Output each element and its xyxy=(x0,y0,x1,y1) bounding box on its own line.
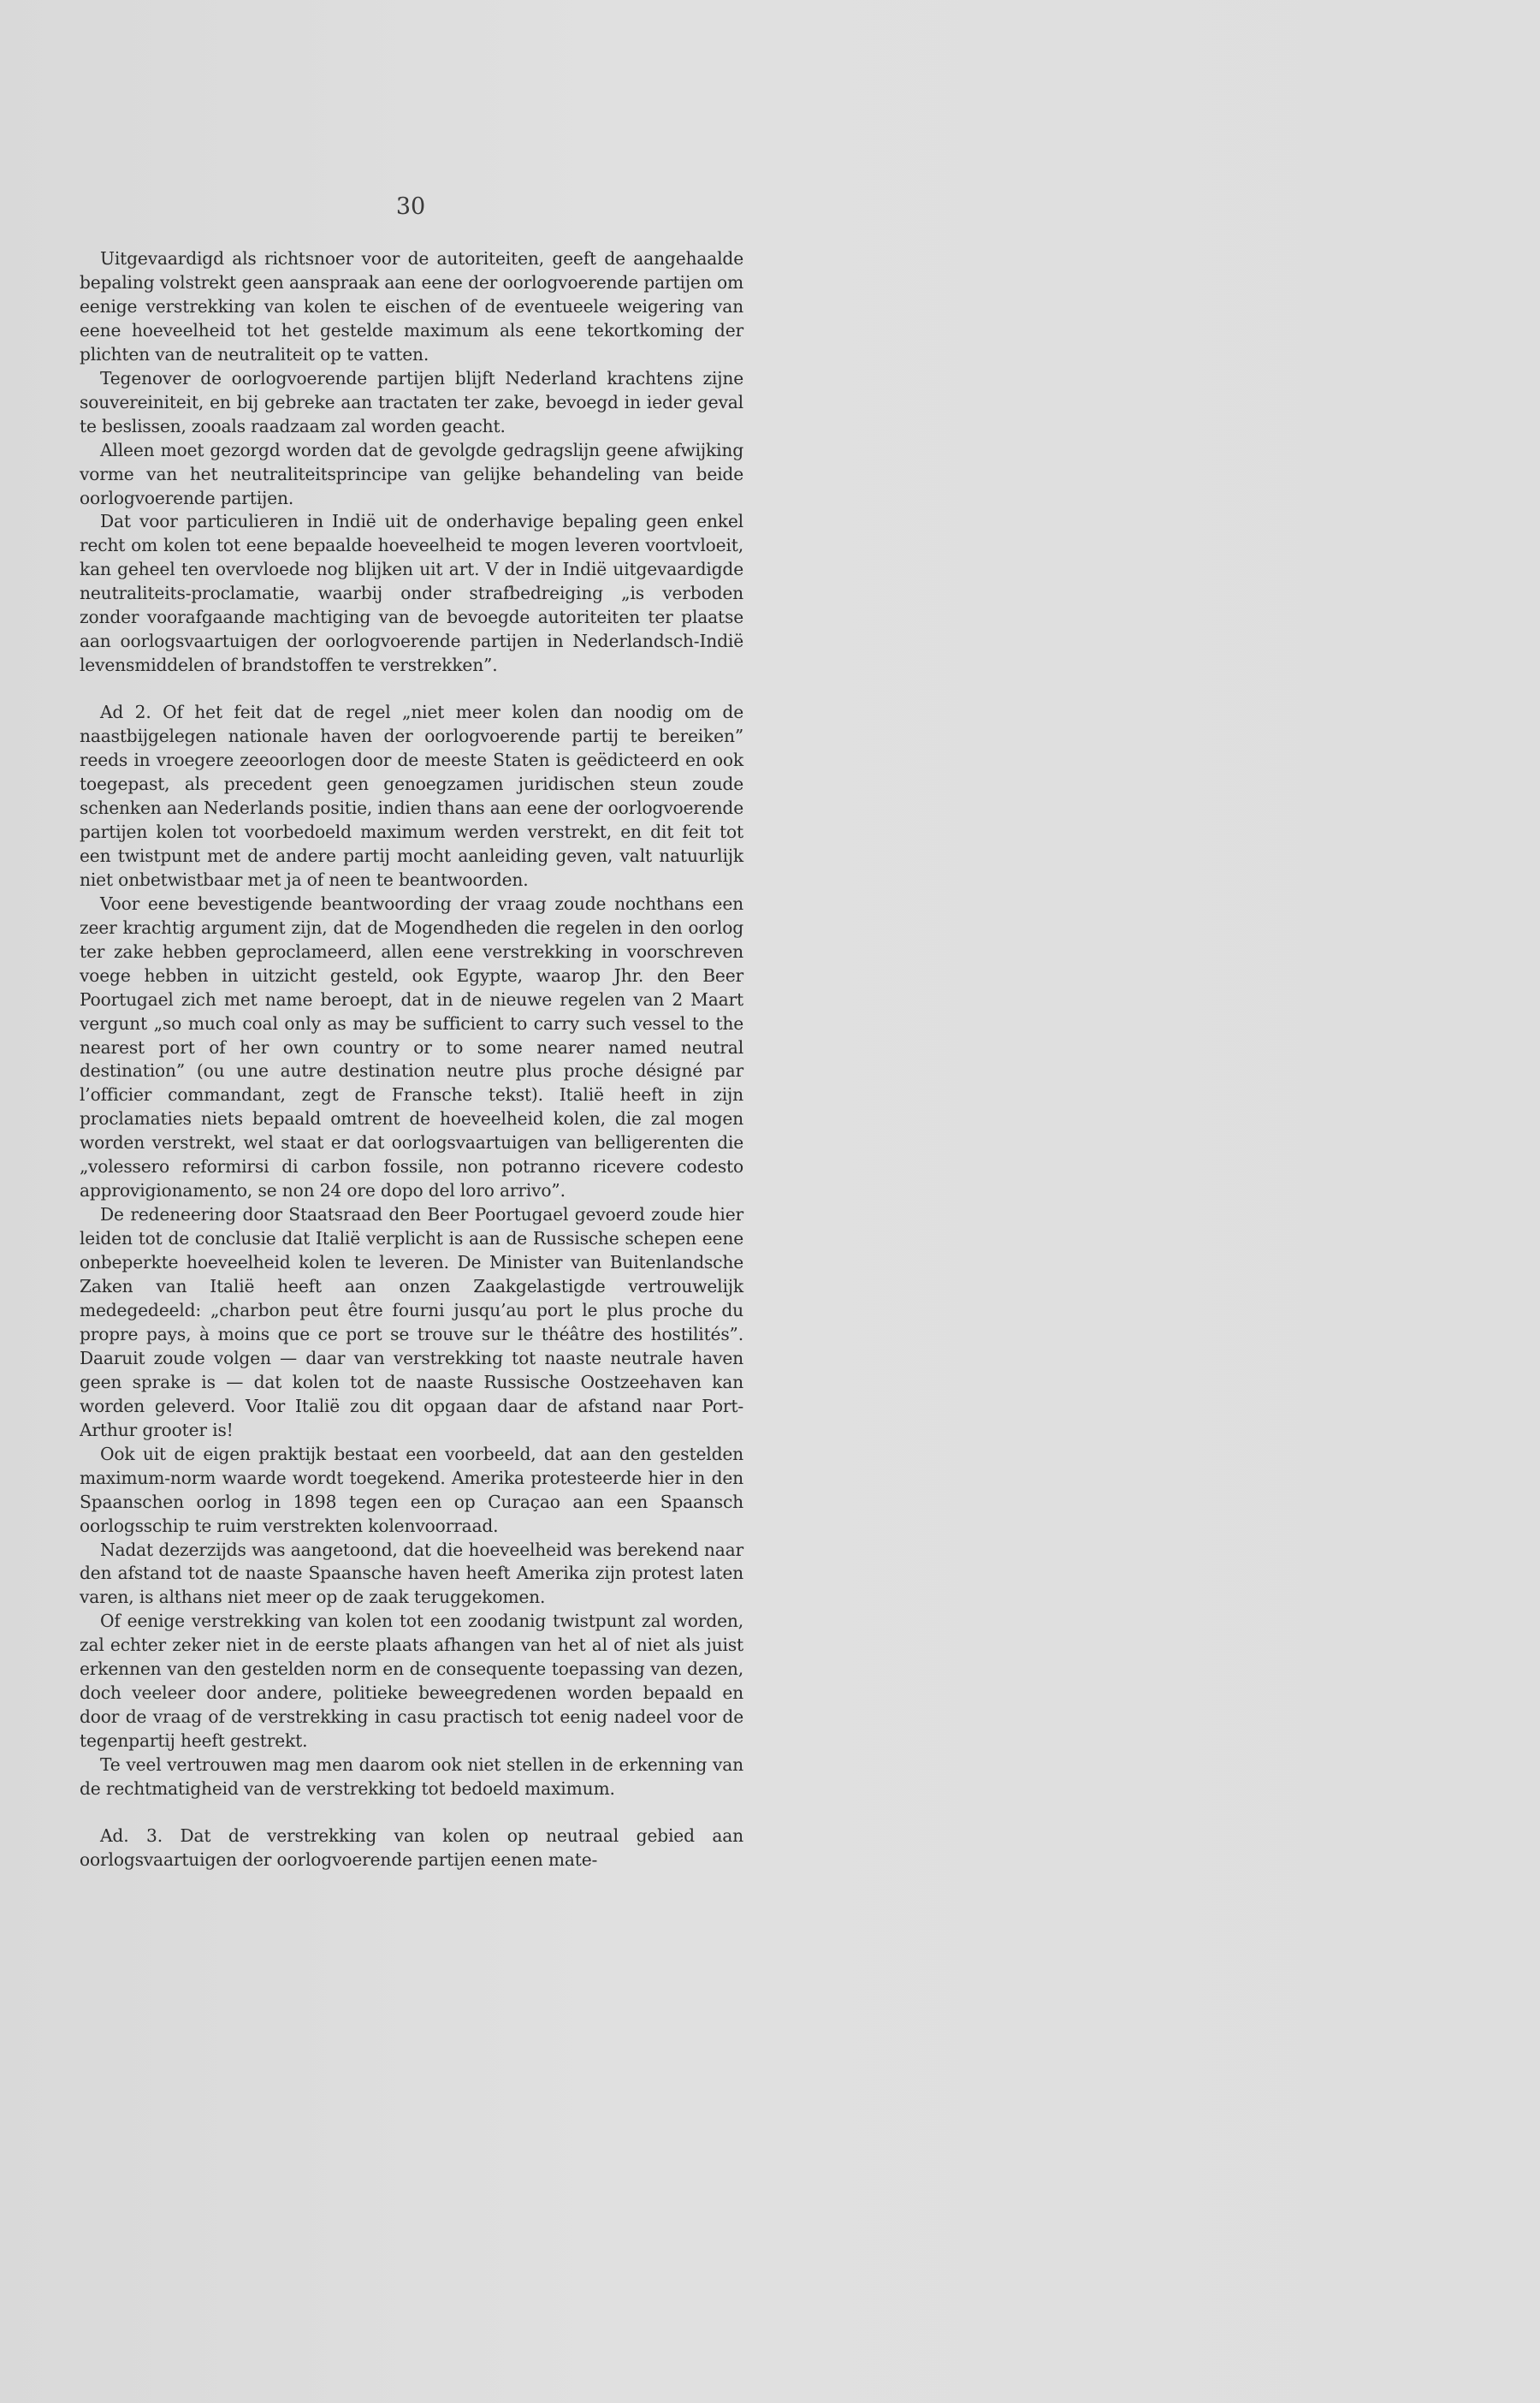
paragraph-ad-2: Ad 2. Of het feit dat de regel „niet meer kolen dan noodig om de naastbijgelegen nationale haven der oorlogvoerende partij te bereiken” reeds in vroegere zeeoorlogen door de meeste Staten is geëdicteerd en ook toegepast, als precedent geen genoegzamen juridischen steun zoude schenken aan Nederlands positie, indien thans aan eene der oorlogvoerende partijen kolen tot voorbedoeld maximum werden verstrekt, en dit feit tot een twistpunt met de andere partij mocht aanleiding geven, valt natuurlijk niet onbetwistbaar met ja of neen te beantwoorden. xyxy=(80,702,743,890)
text-column xyxy=(80,247,743,1872)
paragraph: Tegenover de oorlogvoerende partijen blijft Nederland krachtens zijne souvereiniteit, en bij gebreke aan tractaten ter zake, bevoegd in ieder geval te beslissen, zooals raadzaam zal worden geacht. xyxy=(80,367,743,436)
paragraph-gap xyxy=(80,678,743,701)
paragraph-ad-3: Ad. 3. Dat de verstrekking van kolen op neutraal gebied aan oorlogsvaartuigen der oorlogvoerende partijen eenen mate- xyxy=(80,1825,743,1870)
paragraph: De redeneering door Staatsraad den Beer Poortugael gevoerd zoude hier leiden tot de conclusie dat Italië verplicht is aan de Russische schepen eene onbeperkte hoeveelheid kolen te leveren. De Minister van Buitenlandsche Zaken van Italië heeft aan onzen Zaakgelastigde vertrouwelijk medegedeeld: „charbon peut être fourni jusqu’au port le plus proche du propre pays, à moins que ce port se trouve sur le théâtre des hostilités”. Daaruit zoude volgen — daar van verstrekking tot naaste neutrale haven geen sprake is — dat kolen tot de naaste Russische Oostzeehaven kan worden geleverd. Voor Italië zou dit opgaan daar de afstand naar Port-Arthur grooter is! xyxy=(80,1204,743,1440)
paragraph: Uitgevaardigd als richtsnoer voor de autoriteiten, geeft de aangehaalde bepaling volstrekt geen aanspraak aan eene der oorlogvoerende partijen om eenige verstrekking van kolen te eischen of de eventueele weigering van eene hoeveelheid tot het gestelde maximum als eene tekortkoming der plichten van de neutraliteit op te vatten. xyxy=(80,248,743,365)
paragraph: Te veel vertrouwen mag men daarom ook niet stellen in de erkenning van de rechtmatigheid van de verstrekking tot bedoeld maximum. xyxy=(80,1754,743,1800)
paragraph: Dat voor particulieren in Indië uit de onderhavige bepaling geen enkel recht om kolen tot eene bepaalde hoeveelheid te mogen leveren voortvloeit, kan geheel ten overvloede nog blijken uit art. V der in Indië uitgevaardigde neutraliteits-proclamatie, waarbij onder strafbedreiging „is verboden zonder voorafgaande machtiging van de bevoegde autoriteiten ter plaatse aan oorlogsvaartuigen der oorlogvoerende partijen in Nederlandsch-Indië levensmiddelen of brandstoffen te verstrekken”. xyxy=(80,511,743,676)
paragraph: Voor eene bevestigende beantwoording der vraag zoude nochthans een zeer krachtig argument zijn, dat de Mogendheden die regelen in den oorlog ter zake hebben geproclameerd, allen eene verstrekking in voorschreven voege hebben in uitzicht gesteld, ook Egypte, waarop Jhr. den Beer Poortugael zich met name beroept, dat in de nieuwe regelen van 2 Maart vergunt „so much coal only as may be sufficient to carry such vessel to the nearest port of her own country or to some nearer named neutral destination” (ou une autre destination neutre plus proche désigné par l’officier commandant, zegt de Fransche tekst). Italië heeft in zijn proclamaties niets bepaald omtrent de hoeveelheid kolen, die zal mogen worden verstrekt, wel staat er dat oorlogsvaartuigen van belligerenten die „volessero reformirsi di carbon fossile, non potranno ricevere codesto approvigionamento, se non 24 ore dopo del loro arrivo”. xyxy=(80,893,743,1202)
page-number: 30 xyxy=(395,193,426,220)
paragraph-gap xyxy=(80,1801,743,1824)
paragraph: Ook uit de eigen praktijk bestaat een voorbeeld, dat aan den gestelden maximum-norm waarde wordt toegekend. Amerika protesteerde hier in den Spaanschen oorlog in 1898 tegen een op Curaçao aan een Spaansch oorlogsschip te ruim verstrekten kolenvoorraad. xyxy=(80,1443,743,1536)
paragraph: Nadat dezerzijds was aangetoond, dat die hoeveelheid was berekend naar den afstand tot de naaste Spaansche haven heeft Amerika zijn protest laten varen, is althans niet meer op de zaak teruggekomen. xyxy=(80,1539,743,1608)
paragraph: Of eenige verstrekking van kolen tot een zoodanig twistpunt zal worden, zal echter zeker niet in de eerste plaats afhangen van het al of niet als juist erkennen van den gestelden norm en de consequente toepassing van dezen, doch veeleer door andere, politieke beweegredenen worden bepaald en door de vraag of de verstrekking in casu practisch tot eenig nadeel voor de tegenpartij heeft gestrekt. xyxy=(80,1611,743,1752)
paragraph: Alleen moet gezorgd worden dat de gevolgde gedragslijn geene afwijking vorme van het neutraliteitsprincipe van gelijke behandeling van beide oorlogvoerende partijen. xyxy=(80,439,743,508)
